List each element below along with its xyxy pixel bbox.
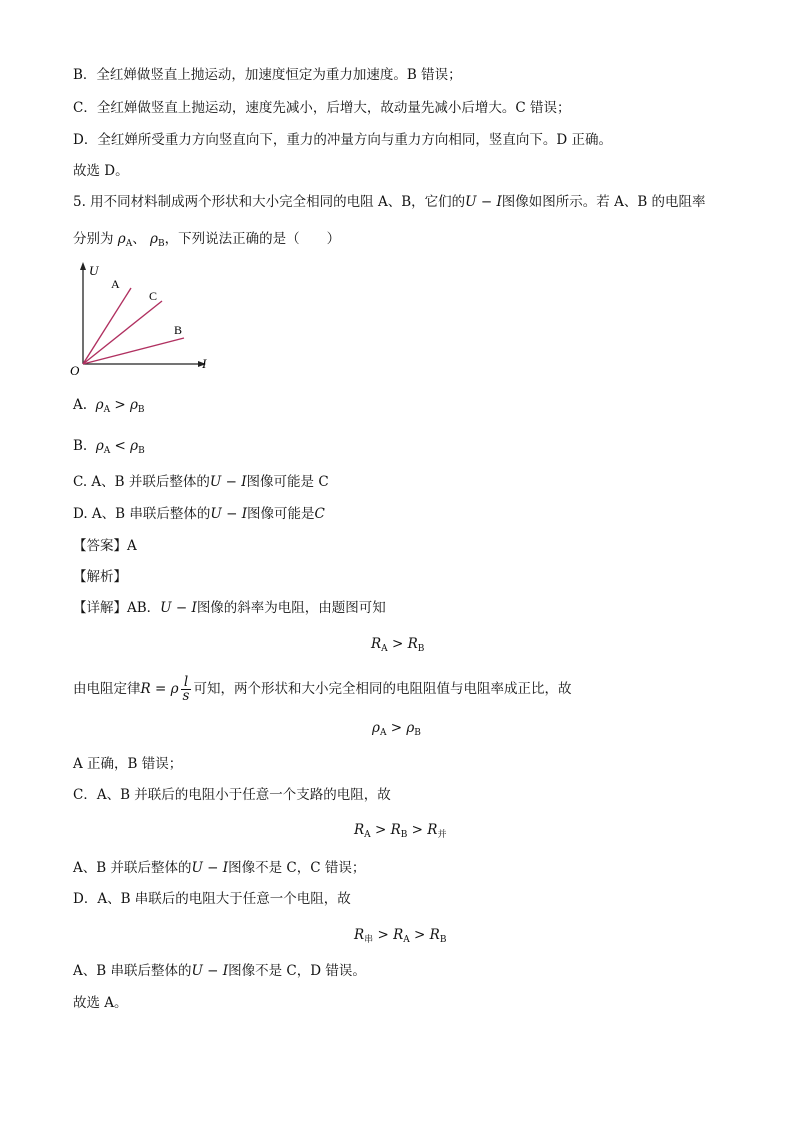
option-text: D. A、B 串联后整体的 xyxy=(73,506,211,522)
line-b xyxy=(83,338,184,364)
y-axis-arrow xyxy=(80,262,86,270)
r-symbol: R xyxy=(427,822,438,838)
text-line-b: B．全红婵做竖直上抛运动，加速度恒定为重力加速度。B 错误； xyxy=(73,67,462,83)
option-text: C. A、B 并联后整体的 xyxy=(73,474,210,490)
origin-label: O xyxy=(70,363,80,378)
equation-rho-a-gt-rho-b xyxy=(372,719,421,742)
equals: = xyxy=(150,681,171,697)
sub-a: A xyxy=(379,728,387,738)
option-label: B. xyxy=(73,438,88,454)
sub-b: B xyxy=(157,239,165,249)
rho-symbol: ρ xyxy=(130,438,139,454)
numerator: l xyxy=(181,676,192,690)
option-d-c: C xyxy=(314,506,325,522)
r-symbol: R xyxy=(429,927,440,943)
r-symbol: R xyxy=(140,681,151,697)
question-stem-line2 xyxy=(73,230,340,253)
gt: > xyxy=(370,822,391,838)
var-i: I xyxy=(222,963,229,979)
var-i: I xyxy=(241,474,247,490)
dash: − xyxy=(221,474,242,490)
sub-b: B xyxy=(414,728,421,738)
c-conclusion xyxy=(73,859,365,877)
conclusion-ab: A 正确，B 错误； xyxy=(73,756,183,772)
gt: > xyxy=(373,927,394,943)
var-u: U xyxy=(191,963,203,979)
gt: > xyxy=(409,927,430,943)
final-choice: 故选 A。 xyxy=(73,995,128,1011)
equation-series xyxy=(354,926,446,949)
d-conclusion xyxy=(73,962,366,980)
rho-symbol: ρ xyxy=(95,438,104,454)
sub-b: B xyxy=(439,935,447,945)
x-axis-label: I xyxy=(202,356,207,371)
text-line-c: C．全红婵做竖直上抛运动，速度先减小，后增大，故动量先减小后增大。C 错误； xyxy=(73,100,571,116)
rho-symbol: ρ xyxy=(95,397,104,413)
rho-symbol: ρ xyxy=(372,720,380,736)
gt: > xyxy=(407,822,428,838)
option-label: A. xyxy=(73,397,88,413)
option-text: 图像可能是 C xyxy=(246,474,329,490)
var-u: U xyxy=(160,600,172,616)
sub-a: A xyxy=(103,405,111,415)
y-axis-label: U xyxy=(89,263,99,278)
dash: − xyxy=(202,963,223,979)
law-text: 可知，两个形状和大小完全相同的电阻阻值与电阻率成正比，故 xyxy=(193,681,572,697)
rho-symbol: ρ xyxy=(150,231,158,247)
sub-a: A xyxy=(103,446,111,456)
analysis-label: 【解析】 xyxy=(73,569,127,585)
r-symbol: R xyxy=(371,636,382,652)
var-u: U xyxy=(210,506,222,522)
var-i: I xyxy=(222,860,229,876)
dash: − xyxy=(202,860,223,876)
c-intro: C．A、B 并联后的电阻小于任意一个支路的电阻，故 xyxy=(73,787,391,803)
law-text: 由电阻定律 xyxy=(73,681,141,697)
sub-b: B xyxy=(138,446,145,456)
stem-part: 5. 用不同材料制成两个形状和大小完全相同的电阻 A、B，它们的 xyxy=(73,194,466,210)
question-stem-line1 xyxy=(73,193,706,211)
dash: − xyxy=(476,194,497,210)
sub-series: 串 xyxy=(364,935,374,945)
var-u: U xyxy=(209,474,222,490)
label-c: C xyxy=(149,289,158,303)
var-u: U xyxy=(465,194,477,210)
stem-part: 分别为 xyxy=(73,231,114,247)
c-text: A、B 并联后整体的 xyxy=(73,860,192,876)
sub-a: A xyxy=(403,935,410,945)
detail-text: AB． xyxy=(127,600,161,616)
d-text: 图像不是 C，D 错误。 xyxy=(228,963,366,979)
answer-line xyxy=(73,537,137,555)
var-i: I xyxy=(496,194,502,210)
d-intro: D．A、B 串联后的电阻大于任意一个电阻，故 xyxy=(73,891,351,907)
label-b: B xyxy=(174,323,183,337)
r-symbol: R xyxy=(407,636,418,652)
detail-text: 图像的斜率为电阻，由题图可知 xyxy=(196,600,386,616)
r-symbol: R xyxy=(354,822,365,838)
dash: − xyxy=(221,506,242,522)
line-a xyxy=(83,288,131,364)
rho-symbol: ρ xyxy=(117,231,126,247)
sub-a: A xyxy=(381,644,388,654)
var-i: I xyxy=(241,506,248,522)
sub-b: B xyxy=(137,405,145,415)
r-symbol: R xyxy=(390,822,401,838)
sub-a: A xyxy=(125,239,133,249)
sep: 、 xyxy=(132,231,146,247)
rho-symbol: ρ xyxy=(406,720,415,736)
equation-ra-gt-rb xyxy=(371,635,424,658)
rho-symbol: ρ xyxy=(170,681,179,697)
option-c xyxy=(73,473,329,491)
detail-label: 【详解】 xyxy=(73,600,127,616)
answer-value: A xyxy=(127,538,137,554)
answer-label: 【答案】 xyxy=(73,538,127,554)
sub-b: B xyxy=(400,830,408,840)
d-text: A、B 串联后整体的 xyxy=(73,963,192,979)
text-line-choose-d: 故选 D。 xyxy=(73,163,129,179)
sub-a: A xyxy=(364,830,371,840)
sub-b: B xyxy=(417,644,425,654)
r-symbol: R xyxy=(354,927,365,943)
option-text: 图像可能是 xyxy=(247,506,315,522)
option-a xyxy=(73,396,145,419)
lt: < xyxy=(110,438,131,454)
c-text: 图像不是 C，C 错误； xyxy=(228,860,366,876)
sub-parallel: 并 xyxy=(437,830,447,840)
text-line-d: D．全红婵所受重力方向竖直向下，重力的冲量方向与重力方向相同，竖直向下。D 正确。 xyxy=(73,132,612,148)
var-i: I xyxy=(191,600,197,616)
equation-parallel xyxy=(354,821,446,844)
gt: > xyxy=(110,397,130,413)
dash: − xyxy=(171,600,192,616)
gt: > xyxy=(387,636,408,652)
stem-part: ，下列说法正确的是（ ） xyxy=(164,231,341,247)
gt: > xyxy=(386,720,407,736)
option-b xyxy=(73,437,145,460)
var-u: U xyxy=(191,860,203,876)
r-symbol: R xyxy=(393,927,404,943)
stem-part: 图像如图所示。若 A、B 的电阻率 xyxy=(501,194,706,210)
label-a: A xyxy=(111,277,120,291)
rho-symbol: ρ xyxy=(129,397,138,413)
fraction-l-over-s xyxy=(181,676,192,703)
resistance-law-line xyxy=(73,676,571,703)
detail-line xyxy=(73,599,386,617)
option-d xyxy=(73,505,325,523)
u-i-graph xyxy=(68,258,218,380)
denominator: s xyxy=(182,688,190,704)
